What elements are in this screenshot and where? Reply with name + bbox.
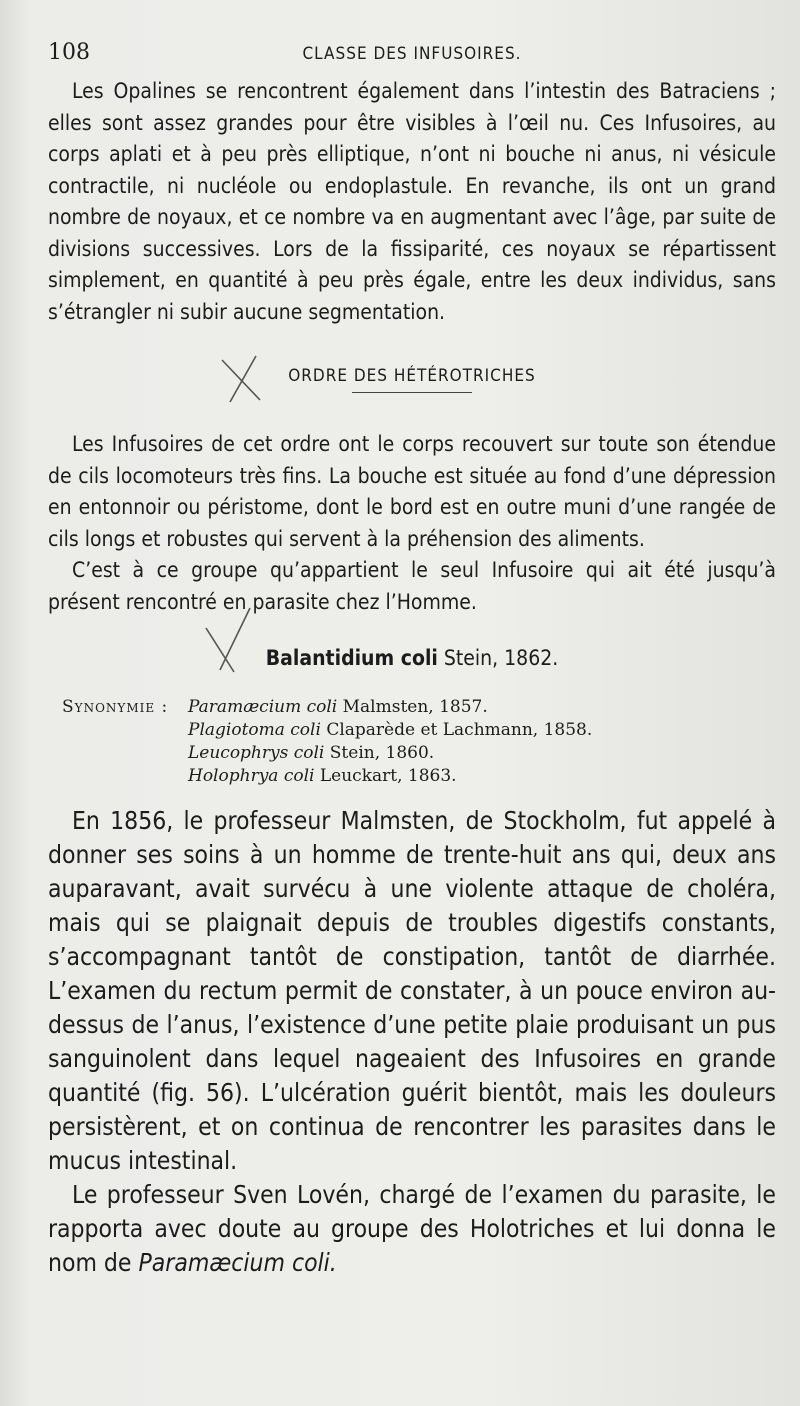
paragraph-loven: Le professeur Sven Lovén, chargé de l’examen du parasite, le rapporta avec doute au groupe des Holotriches et lui donna le nom de Paramæcium coli. (48, 1180, 776, 1277)
section-title: ORDRE DES HÉTÉROTRICHES (288, 366, 536, 386)
synonymy-label: Synonymie : (62, 697, 169, 717)
pencil-cross-mark-icon (198, 606, 258, 676)
pencil-cross-mark-icon (216, 354, 266, 404)
species-name: Balantidium coli (265, 646, 438, 670)
page-header (48, 36, 776, 76)
species-authority: Stein, 1862. (443, 646, 559, 670)
paragraph-only-parasite: C’est à ce groupe qu’appartient le seul Infusoire qui ait été jusqu’à présent rencontré en parasite chez l’Homme. (48, 558, 776, 614)
synonymy-block (62, 696, 776, 788)
section-heading (48, 366, 776, 393)
loven-species-name: Paramæcium coli. (138, 1248, 337, 1277)
paragraph-malmsten: En 1856, le professeur Malmsten, de Stockholm, fut appelé à donner ses soins à un homme de trente-huit ans qui, deux ans auparavant, avait survécu à une violente attaque de choléra, mais qui se plaignait depuis de troubles digestifs constants, s’accompagnant tantôt de constipation, tantôt de diarrhée. L’examen du rectum permit de constater, à un pouce environ au-dessus de l’anus, l’existence d’une petite plaie produisant un pus sanguinolent dans lequel nageaient des Infusoires en grande quantité (fig. 56). L’ulcération guérit bientôt, mais les douleurs persistèrent, et on continua de rencontrer les parasites dans le mucus intestinal. (48, 806, 776, 1175)
species-heading (48, 646, 776, 670)
running-head: CLASSE DES INFUSOIRES. (302, 44, 522, 64)
synonymy-entry: Leucophrys coli Stein, 1860. (188, 743, 435, 763)
section-rule (352, 392, 472, 393)
synonymy-list (188, 696, 776, 788)
synonymy-entry: Holophrya coli Leuckart, 1863. (188, 766, 457, 786)
paragraph-opalines: Les Opalines se rencontrent également dans l’intestin des Batraciens ; elles sont assez grandes pour être visibles à l’œil nu. Ces Infusoires, au corps aplati et à peu près elliptique, n’ont ni bouche ni anus, ni vésicule contractile, ni nucléole ou endoplastule. En revanche, ils ont un grand nombre de noyaux, et ce nombre va en augmentant avec l’âge, par suite de divisions successives. Lors de la fissiparité, ces noyaux se répartissent simplement, en quantité à peu près égale, entre les deux individus, sans s’étrangler ni subir aucune segmentation. (48, 79, 776, 324)
paragraph-order-description: Les Infusoires de cet ordre ont le corps recouvert sur toute son étendue de cils locomoteurs très fins. La bouche est située au fond d’une dépression en entonnoir ou péristome, dont le bord est en outre muni d’une rangée de cils longs et robustes qui servent à la préhension des aliments. (48, 432, 776, 551)
synonymy-entry: Paramæcium coli Malmsten, 1857. (188, 697, 488, 717)
large-text-section (48, 804, 776, 1280)
synonymy-entry: Plagiotoma coli Claparède et Lachmann, 1858. (188, 720, 593, 740)
page-number: 108 (48, 40, 90, 65)
